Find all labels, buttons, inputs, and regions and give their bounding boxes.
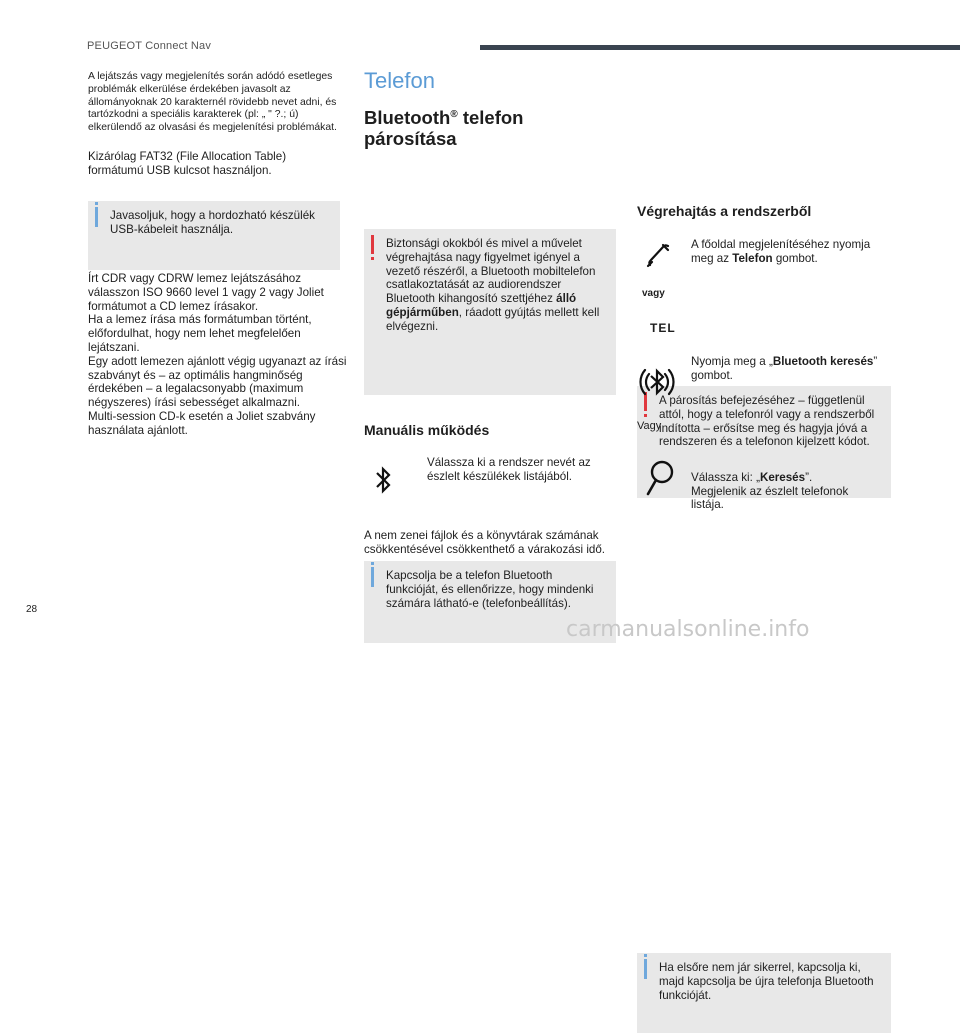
fat32-note: Kizárólag FAT32 (File Allocation Table) formátumú USB kulcsot használjon. xyxy=(88,150,287,177)
or-label: vagy xyxy=(642,288,665,299)
or-label-2: Vagy xyxy=(637,420,662,432)
info-bar-icon xyxy=(95,207,98,227)
bluetooth-search-icon xyxy=(636,360,680,404)
info-box-text: Javasoljuk, hogy a hordozható készülék USB-kábeleit használja. xyxy=(110,209,315,236)
info-bar-icon xyxy=(644,959,647,979)
warning-bar-icon xyxy=(371,235,374,254)
info-box-retry xyxy=(637,953,891,1033)
system-title: Végrehajtás a rendszerből xyxy=(637,203,812,219)
system-step-1: A főoldal megjelenítéséhez nyomja meg az Telefon gombot. xyxy=(691,238,871,265)
system-step-3: Válassza ki: „Keresés”. Megjelenik az észlelt telefonok listája. xyxy=(691,470,849,512)
bluetooth-pairing-title: Bluetooth® telefon párosítása xyxy=(364,107,524,150)
warning-box-text: A párosítás befejezéséhez – függetlenül attól, hogy a telefonról vagy a rendszerből indította – erősítse meg és hagyja jóvá a rendszeren és a telefonon kijelzett kódot. xyxy=(659,394,875,449)
section-title: Telefon xyxy=(364,68,435,93)
manual-title: Manuális működés xyxy=(364,422,490,438)
tel-button-label: TEL xyxy=(650,321,676,335)
page-number: 28 xyxy=(26,604,38,615)
header-bar xyxy=(480,45,960,50)
warning-box-safety: Biztonsági okokból és mivel a művelet végrehajtása nagy figyelmet igényel a vezető részéről, a Bluetooth mobiltelefon csatlakoztatását az audiorendszer Bluetooth kihangosító szettjéhez álló gépjárműben, ráadott gyújtás mellett kell elvégezni. xyxy=(364,229,616,395)
manual-step-text: Válassza ki a rendszer nevét az észlelt készülékek listájából. xyxy=(427,456,591,483)
header-title: PEUGEOT Connect Nav xyxy=(87,40,212,52)
search-icon xyxy=(644,459,676,499)
bluetooth-icon xyxy=(371,464,395,496)
info-bar-icon xyxy=(371,567,374,587)
info-box-text: Ha elsőre nem jár sikerrel, kapcsolja ki, majd kapcsolja be újra telefonja Bluetooth funkcióját. xyxy=(659,961,874,1002)
footer-note: A nem zenei fájlok és a könyvtárak számának csökkentésével csökkenthető a várakozási idő. xyxy=(364,529,606,556)
info-box-text: Kapcsolja be a telefon Bluetooth funkcióját, és ellenőrizze, hogy mindenki számára látható-e (telefonbeállítás). xyxy=(386,569,594,610)
cdr-note: Írt CDR vagy CDRW lemez lejátszásához válasszon ISO 9660 level 1 vagy 2 vagy Joliet formátumot a CD lemez írásakor. Ha a lemez írása más formátumban történt, előfordulhat, hogy nem lehet megfelelően lejátszani. Egy adott lemezen ajánlott végig ugyanazt az írási szabványt és – az optimális hangminőség érdekében – a legalacsonyabb (maximum négyszeres) írási sebességet alkalmazni. Multi-session CD-k esetén a Joliet szabvány használata ajánlott. xyxy=(88,272,347,437)
info-box-cable xyxy=(88,201,340,270)
system-step-2: Nyomja meg a „Bluetooth keresés” gombot. xyxy=(691,355,878,382)
watermark: carmanualsonline.info xyxy=(566,617,810,642)
phone-icon xyxy=(646,241,670,269)
intro-note: A lejátszás vagy megjelenítés során adódó esetleges problémák elkerülése érdekében javasolt az állományoknak 20 karakternél rövidebb nevet adni, és tartózkodni a speciális karakterek (pl: „ " ?.; ú) elkerülendő az olvasási és megjelenítési problémákat. xyxy=(88,71,337,134)
